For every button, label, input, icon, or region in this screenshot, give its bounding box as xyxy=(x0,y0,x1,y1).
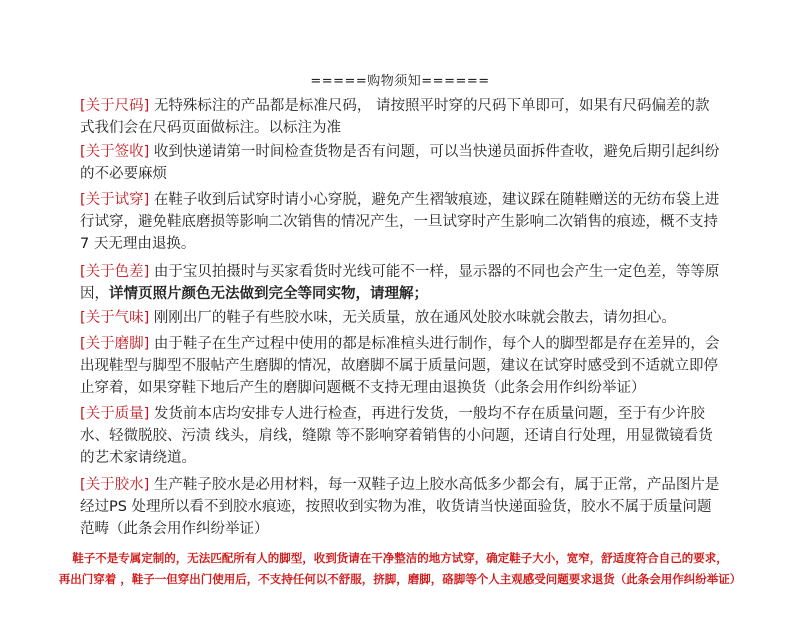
entry-text: 无特殊标注的产品都是标准尺码， 请按照平时穿的尺码下单即可，如果有尺码偏差的款式我们会在尺码页面做标注。以标注为准 xyxy=(80,98,710,136)
entry-tag: [关于质量] xyxy=(80,406,150,422)
entry-chafing xyxy=(80,333,720,399)
entry-text: 在鞋子收到后试穿时请小心穿脱，避免产生褶皱痕迹，建议踩在随鞋赠送的无纺布袋上进行试穿，避免鞋底磨损等影响二次销售的情况产生，一旦试穿时产生影响二次销售的痕迹，概不支持 7 天无理由退换。 xyxy=(80,192,720,252)
entry-tag: [关于试穿] xyxy=(80,192,150,208)
entry-text: 发货前本店均安排专人进行检查，再进行发货，一般均不存在质量问题，至于有少许胶水、轻微脱胶、污渍 线头，肩线，缝隙 等不影响穿着销售的小问题，还请自行处理，用显微镜看货的艺术家请绕道。 xyxy=(80,406,713,466)
entry-text: 由于宝贝拍摄时与买家看货时光线可能不一样，显示器的不同也会产生一定色差，等等原因， xyxy=(80,264,720,302)
entry-tag: [关于色差] xyxy=(80,264,150,280)
entry-try-on xyxy=(80,189,720,255)
footer-warning-line-1: 鞋子不是专属定制的，无法匹配所有人的脚型，收到货请在干净整洁的地方试穿，确定鞋子大小，宽窄，舒适度符合自己的要求， xyxy=(72,551,728,565)
entry-tag: [关于胶水] xyxy=(80,477,150,493)
entry-size xyxy=(80,95,720,139)
footer-warning-line-2: 再出门穿着 ，鞋子一但穿出门使用后，不支持任何以不舒服，挤脚，磨脚，硌脚等个人主观感受问题要求退货（此条会用作纠纷举证） xyxy=(58,572,742,586)
entry-odor xyxy=(80,307,720,329)
entry-text: 刚刚出厂的鞋子有些胶水味，无关质量，放在通风处胶水味就会散去，请勿担心。 xyxy=(149,310,676,326)
entry-text: 由于鞋子在生产过程中使用的都是标准楦头进行制作，每个人的脚型都是存在差异的，会出现鞋型与脚型不服帖产生磨脚的情况，故磨脚不属于质量问题，建议在试穿时感受到不适就立即停止穿着，如果穿鞋下地后产生的磨脚问题概不支持无理由退换货（此条会用作纠纷举证） xyxy=(80,336,720,396)
entry-tag: [关于尺码] xyxy=(80,98,150,114)
entry-quality xyxy=(80,403,720,469)
entry-tag: [关于签收] xyxy=(80,144,150,160)
entry-color xyxy=(80,261,720,305)
entry-text: 生产鞋子胶水是必用材料，每一双鞋子边上胶水高低多少都会有，属于正常，产品图片是经过PS 处理所以看不到胶水痕迹，按照收到实物为准，收货请当快递面验货，胶水不属于质量问题范畴（此条会用作纠纷举证） xyxy=(80,477,720,537)
entry-glue xyxy=(80,474,720,540)
entry-tag: [关于气味] xyxy=(80,310,150,326)
entry-tag: [关于磨脚] xyxy=(80,336,150,352)
entry-text: 收到快递请第一时间检查货物是否有问题，可以当快递员面拆件查收，避免后期引起纠纷的不必要麻烦 xyxy=(80,144,720,182)
entry-receipt xyxy=(80,141,720,185)
entry-bold-text: 详情页照片颜色无法做到完全等同实物，请理解； xyxy=(109,286,428,302)
notice-title: =====购物须知====== xyxy=(310,74,490,89)
